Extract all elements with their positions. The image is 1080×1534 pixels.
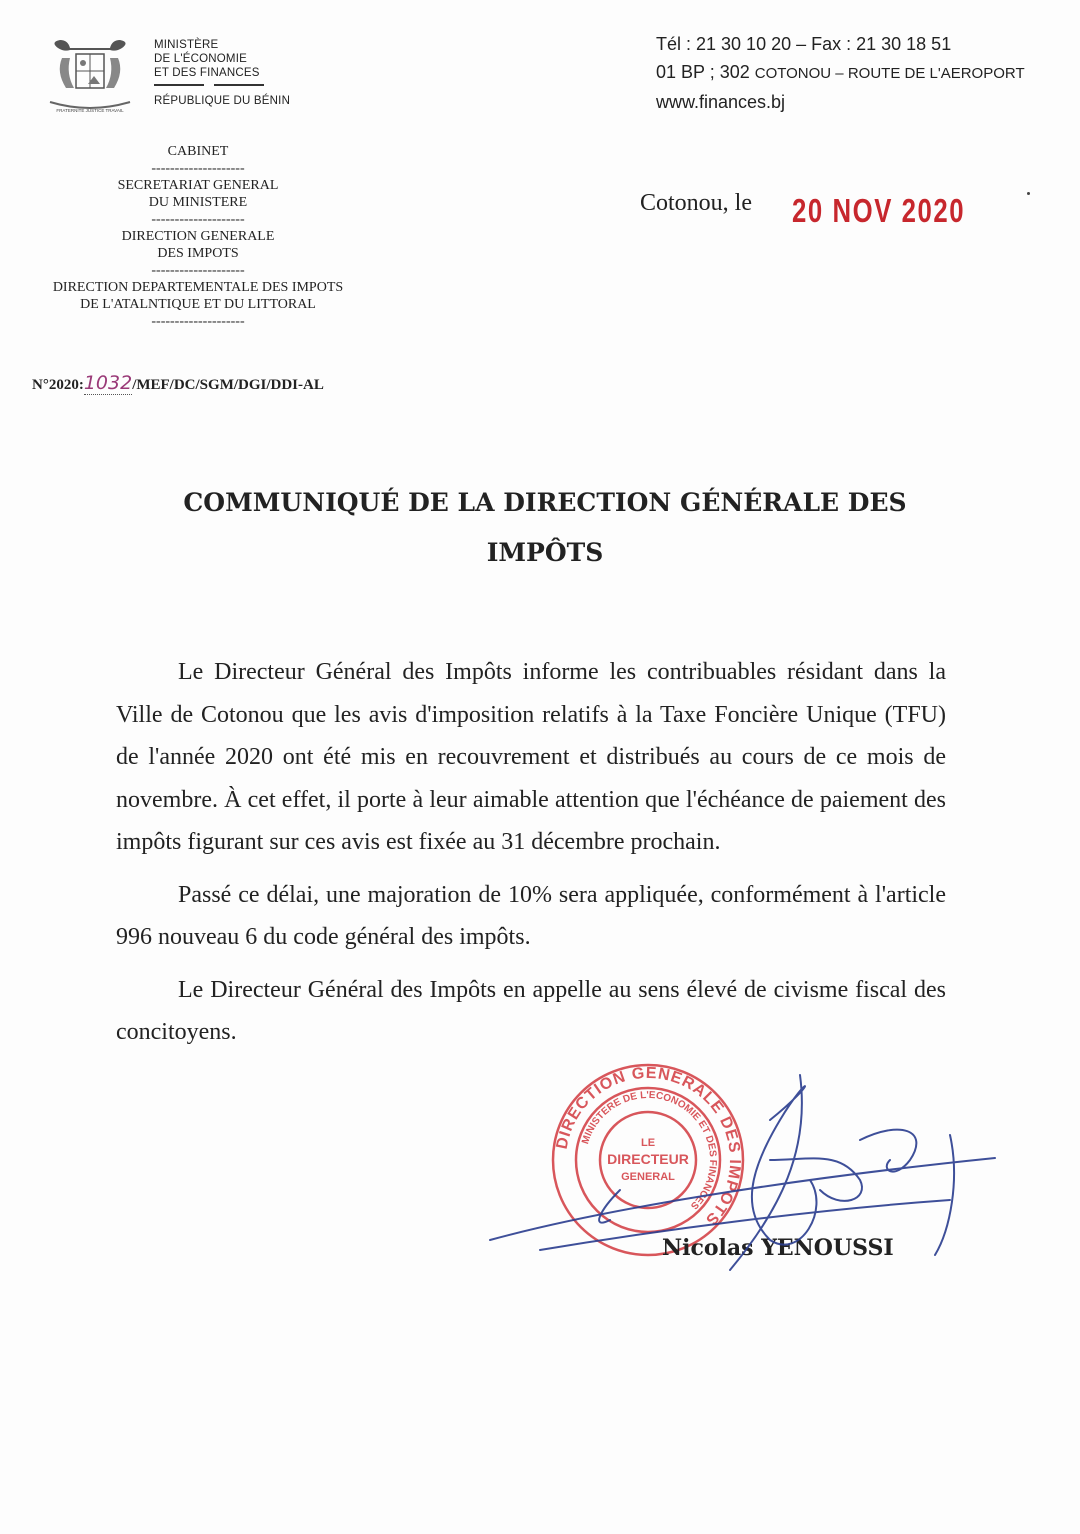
- separator: --------------------: [151, 263, 245, 278]
- ministry-line: ET DES FINANCES: [154, 67, 260, 79]
- ministry-block: [154, 38, 290, 108]
- service-line: DES IMPOTS: [157, 246, 239, 261]
- title-line: IMPÔTS: [486, 538, 604, 567]
- divider: [214, 84, 264, 86]
- body-paragraph: Le Directeur Général des Impôts en appelle au sens élevé de civisme fiscal des concitoyens.: [116, 976, 946, 1045]
- postal-address: [656, 58, 1025, 88]
- handwritten-signature: [480, 1060, 1010, 1290]
- separator: --------------------: [151, 212, 245, 227]
- signer-name: Nicolas YENOUSSI: [662, 1235, 894, 1261]
- ministry-line: DE L'ÉCONOMIE: [154, 53, 247, 65]
- reference-suffix: /MEF/DC/SGM/DGI/DDI-AL: [132, 377, 324, 393]
- stamp-center-text: DIRECTEUR: [607, 1151, 689, 1167]
- service-line: DE L'ATALNTIQUE ET DU LITTORAL: [80, 297, 316, 312]
- separator: --------------------: [151, 314, 245, 329]
- body-paragraph: Le Directeur Général des Impôts informe les contribuables résidant dans la Ville de Cotonou que les avis d'imposition relatifs à la Taxe Foncière Unique (TFU) de l'année 2020 ont été mis en recouvrement et distribués au cours de ce mois de novembre. À cet effet, il porte à leur aimable attention que l'échéance de paiement des impôts figurant sur ces avis est fixée au 31 décembre prochain.: [116, 659, 946, 855]
- services-hierarchy: [20, 143, 376, 330]
- divider: [154, 84, 204, 86]
- service-line: DIRECTION GENERALE: [121, 229, 275, 244]
- contact-block: [656, 30, 1025, 116]
- stamp-outer-text: DIRECTION GENERALE DES IMPOTS: [553, 1064, 744, 1229]
- service-cabinet: CABINET: [167, 144, 229, 159]
- date-stamp: 20 NOV 2020: [792, 192, 966, 229]
- postal-box: 01 BP ; 302: [656, 62, 755, 82]
- separator: --------------------: [151, 161, 245, 176]
- stamp-center-text: GENERAL: [621, 1171, 675, 1183]
- communique-body: [116, 651, 946, 1054]
- reference-number: [32, 372, 324, 394]
- place-date-label: Cotonou, le: [640, 190, 752, 216]
- motto-text: FRATERNITÉ JUSTICE TRAVAIL: [56, 108, 124, 113]
- stamp-inner-text: MINISTERE DE L'ECONOMIE ET DES FINANCES: [580, 1089, 719, 1212]
- service-line: DU MINISTERE: [148, 195, 248, 210]
- scan-speck: [1027, 192, 1030, 195]
- website: www.finances.bj: [656, 92, 786, 112]
- service-line: SECRETARIAT GENERAL: [117, 178, 279, 193]
- service-line: DIRECTION DEPARTEMENTALE DES IMPOTS: [52, 280, 344, 295]
- handwritten-number: 1032: [83, 372, 133, 394]
- coat-of-arms-logo: [44, 36, 136, 116]
- body-paragraph: Passé ce délai, une majoration de 10% sera appliquée, conformément à l'article 996 nouveau 6 du code général des impôts.: [116, 881, 946, 950]
- communique-title: [120, 478, 970, 578]
- republic-name: RÉPUBLIQUE DU BÉNIN: [154, 95, 291, 107]
- phone-fax: Tél : 21 30 10 20 – Fax : 21 30 18 51: [656, 34, 952, 54]
- stamp-center-text: LE: [640, 1137, 656, 1149]
- street-address: COTONOU – ROUTE DE L'AEROPORT: [754, 65, 1025, 82]
- title-line: COMMUNIQUÉ DE LA DIRECTION GÉNÉRALE DES: [183, 488, 907, 517]
- ministry-line: MINISTÈRE: [154, 39, 219, 51]
- reference-prefix: N°2020:: [32, 377, 84, 393]
